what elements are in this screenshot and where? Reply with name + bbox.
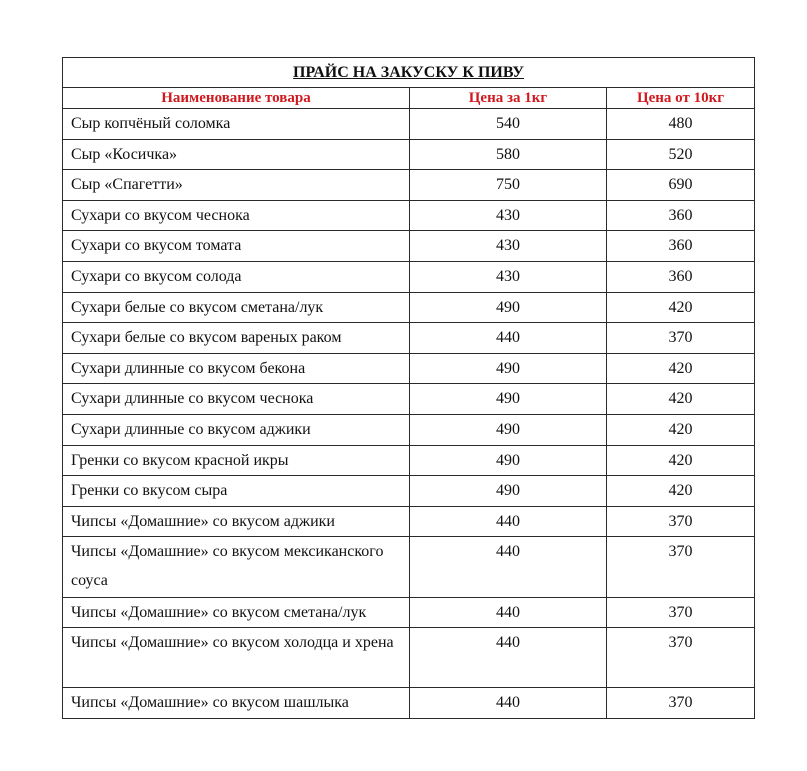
table-row — [63, 323, 755, 354]
price-10kg: 370 — [607, 597, 755, 628]
product-name: Сухари длинные со вкусом чеснока — [63, 384, 410, 415]
price-10kg: 360 — [607, 200, 755, 231]
price-1kg: 440 — [410, 597, 607, 628]
price-1kg: 440 — [410, 688, 607, 719]
product-name: Сухари белые со вкусом вареных раком — [63, 323, 410, 354]
price-10kg: 520 — [607, 139, 755, 170]
price-1kg: 490 — [410, 445, 607, 476]
price-10kg: 370 — [607, 628, 755, 688]
price-1kg: 540 — [410, 109, 607, 140]
price-1kg: 440 — [410, 537, 607, 597]
price-10kg: 420 — [607, 414, 755, 445]
price-10kg: 690 — [607, 170, 755, 201]
price-1kg: 750 — [410, 170, 607, 201]
table-row — [63, 200, 755, 231]
price-10kg: 370 — [607, 537, 755, 597]
product-name: Чипсы «Домашние» со вкусом сметана/лук — [63, 597, 410, 628]
table-row — [63, 231, 755, 262]
column-header-price-10kg: Цена от 10кг — [607, 88, 755, 109]
price-1kg: 430 — [410, 200, 607, 231]
product-name: Чипсы «Домашние» со вкусом холодца и хрена — [63, 628, 410, 688]
product-name: Сухари белые со вкусом сметана/лук — [63, 292, 410, 323]
product-name: Сухари со вкусом солода — [63, 261, 410, 292]
price-1kg: 430 — [410, 231, 607, 262]
table-row — [63, 170, 755, 201]
price-list-title: ПРАЙС НА ЗАКУСКУ К ПИВУ — [63, 58, 755, 88]
price-10kg: 370 — [607, 323, 755, 354]
price-10kg: 480 — [607, 109, 755, 140]
table-row — [63, 688, 755, 719]
product-name: Сухари длинные со вкусом бекона — [63, 353, 410, 384]
price-10kg: 360 — [607, 261, 755, 292]
table-row — [63, 139, 755, 170]
table-row — [63, 414, 755, 445]
table-row — [63, 261, 755, 292]
product-name: Сыр «Косичка» — [63, 139, 410, 170]
product-name: Сыр копчёный соломка — [63, 109, 410, 140]
table-row — [63, 292, 755, 323]
table-row — [63, 445, 755, 476]
table-row — [63, 506, 755, 537]
product-name: Гренки со вкусом сыра — [63, 476, 410, 507]
price-10kg: 420 — [607, 353, 755, 384]
table-row — [63, 109, 755, 140]
price-1kg: 440 — [410, 323, 607, 354]
price-10kg: 360 — [607, 231, 755, 262]
price-1kg: 490 — [410, 353, 607, 384]
product-name: Чипсы «Домашние» со вкусом аджики — [63, 506, 410, 537]
header-row — [63, 88, 755, 109]
table-row — [63, 353, 755, 384]
price-1kg: 440 — [410, 628, 607, 688]
table-row — [63, 476, 755, 507]
table-row — [63, 384, 755, 415]
price-10kg: 420 — [607, 292, 755, 323]
price-10kg: 420 — [607, 476, 755, 507]
table-row — [63, 597, 755, 628]
price-1kg: 490 — [410, 384, 607, 415]
product-name: Чипсы «Домашние» со вкусом мексиканского соуса — [63, 537, 410, 597]
price-1kg: 430 — [410, 261, 607, 292]
price-1kg: 490 — [410, 414, 607, 445]
price-10kg: 370 — [607, 506, 755, 537]
table-row — [63, 628, 755, 688]
product-name: Гренки со вкусом красной икры — [63, 445, 410, 476]
title-row — [63, 58, 755, 88]
price-1kg: 490 — [410, 476, 607, 507]
product-name: Сухари со вкусом томата — [63, 231, 410, 262]
price-1kg: 490 — [410, 292, 607, 323]
column-header-name: Наименование товара — [63, 88, 410, 109]
price-table — [62, 57, 755, 719]
price-1kg: 580 — [410, 139, 607, 170]
price-1kg: 440 — [410, 506, 607, 537]
product-name: Чипсы «Домашние» со вкусом шашлыка — [63, 688, 410, 719]
price-10kg: 420 — [607, 384, 755, 415]
product-name: Сухари со вкусом чеснока — [63, 200, 410, 231]
column-header-price-1kg: Цена за 1кг — [410, 88, 607, 109]
product-name: Сыр «Спагетти» — [63, 170, 410, 201]
price-10kg: 370 — [607, 688, 755, 719]
price-10kg: 420 — [607, 445, 755, 476]
table-row — [63, 537, 755, 597]
product-name: Сухари длинные со вкусом аджики — [63, 414, 410, 445]
